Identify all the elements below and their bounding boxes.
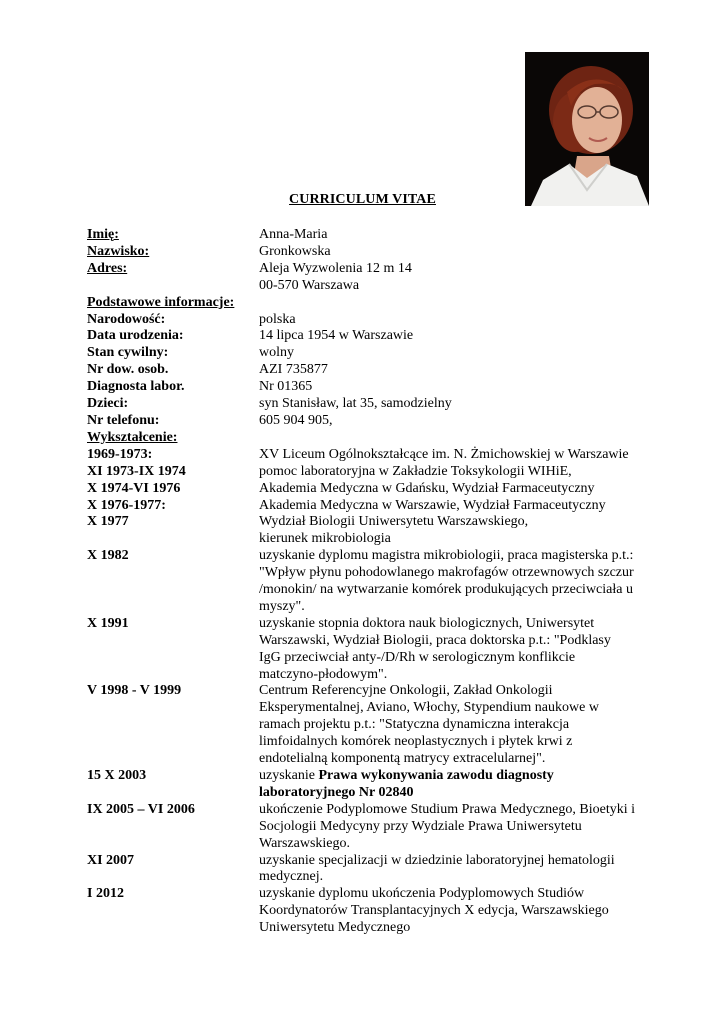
- education-date: XI 2007: [87, 852, 135, 868]
- education-date: 15 X 2003: [87, 768, 147, 783]
- education-row: [87, 819, 667, 836]
- education-text: Wydział Biologii Uniwersytetu Warszawskiego,: [259, 514, 529, 530]
- info-value: polska: [259, 311, 296, 327]
- education-text: Koordynatorów Transplantacyjnych X edycja, Warszawskiego: [259, 903, 609, 919]
- education-row: [87, 683, 667, 700]
- basic-info-row: [87, 379, 667, 396]
- education-text-bold: laboratoryjnego Nr 02840: [259, 784, 414, 800]
- document-title: CURRICULUM VITAE: [289, 192, 436, 207]
- education-date: 1969-1973:: [87, 446, 153, 462]
- education-row: [87, 886, 667, 903]
- info-label: Nr telefonu:: [87, 412, 160, 428]
- info-label: Narodowość:: [87, 311, 166, 327]
- education-date: X 1982: [87, 548, 129, 564]
- education-row: [87, 734, 667, 751]
- address-label: Adres:: [87, 260, 128, 276]
- education-row: [87, 481, 667, 498]
- education-text-bold: Prawa wykonywania zawodu diagnosty: [318, 768, 554, 783]
- portrait-photo: [525, 52, 649, 206]
- education-row: [87, 785, 667, 802]
- basic-info-heading: Podstawowe informacje:: [87, 294, 235, 310]
- surname-value: Gronkowska: [259, 243, 331, 259]
- info-label: Nr dow. osob.: [87, 362, 169, 378]
- education-text: ramach projektu p.t.: "Statyczna dynamiczna interakcja: [259, 717, 570, 733]
- education-text: IgG przeciwciał anty-/D/Rh w serologicznym konflikcie: [259, 649, 576, 665]
- education-text: Eksperymentalnej, Aviano, Włochy, Stypendium naukowe w: [259, 700, 599, 716]
- education-text: [259, 768, 667, 785]
- education-text-prefix: uzyskanie: [259, 768, 319, 783]
- education-row: [87, 853, 667, 870]
- education-row: [87, 751, 667, 768]
- basic-info-row: [87, 345, 667, 362]
- basic-info-row: [87, 396, 667, 413]
- education-text: /monokin/ na wytwarzanie komórek produkujących przeciwciała u: [259, 582, 633, 598]
- education-text: pomoc laboratoryjna w Zakładzie Toksykologii WIHiE,: [259, 463, 572, 479]
- info-label: Diagnosta labor.: [87, 379, 185, 395]
- education-row: [87, 548, 667, 565]
- info-label: Stan cywilny:: [87, 345, 169, 361]
- education-row: [87, 920, 667, 937]
- education-row: [87, 599, 667, 616]
- education-date: X 1991: [87, 615, 129, 631]
- info-value: 605 904 905,: [259, 412, 333, 428]
- education-row: [87, 498, 667, 515]
- education-date: X 1977: [87, 514, 129, 530]
- education-text: XV Liceum Ogólnokształcące im. N. Żmichowskiej w Warszawie: [259, 446, 629, 462]
- education-text: Centrum Referencyjne Onkologii, Zakład Onkologii: [259, 683, 553, 699]
- info-label: Dzieci:: [87, 396, 129, 412]
- education-row: [87, 616, 667, 633]
- education-row: [87, 667, 667, 684]
- education-text: uzyskanie stopnia doktora nauk biologicznych, Uniwersytet: [259, 615, 595, 631]
- info-value: wolny: [259, 345, 294, 361]
- education-date: X 1976-1977:: [87, 497, 166, 513]
- education-row: [87, 836, 667, 853]
- education-heading: Wykształcenie:: [87, 429, 178, 445]
- education-row: [87, 717, 667, 734]
- education-row: [87, 565, 667, 582]
- education-row: [87, 582, 667, 599]
- education-row: [87, 650, 667, 667]
- cv-content: [87, 227, 667, 937]
- education-row: [87, 700, 667, 717]
- education-row: [87, 869, 667, 886]
- address-row: [87, 261, 667, 278]
- education-text: endotelialną komponentą matrycy extracelularnej".: [259, 751, 546, 767]
- basic-info-row: [87, 413, 667, 430]
- education-row: [87, 633, 667, 650]
- education-date: XI 1973-IX 1974: [87, 463, 186, 479]
- basic-info-row: [87, 328, 667, 345]
- first-name-value: Anna-Maria: [259, 227, 328, 242]
- education-text: limfoidalnych komórek neoplastycznych i płytek krwi z: [259, 734, 573, 750]
- education-row: [87, 903, 667, 920]
- education-text: Akademia Medyczna w Gdańsku, Wydział Farmaceutyczny: [259, 480, 595, 496]
- education-text: Akademia Medyczna w Warszawie, Wydział Farmaceutyczny: [259, 497, 606, 513]
- education-list: [87, 447, 667, 937]
- info-label: Data urodzenia:: [87, 328, 184, 344]
- address-row-2: [87, 278, 667, 295]
- education-text: kierunek mikrobiologia: [259, 531, 391, 547]
- basic-info-row: [87, 312, 667, 329]
- education-text: matczyno-płodowym".: [259, 666, 388, 682]
- education-row: [87, 531, 667, 548]
- education-date: V 1998 - V 1999: [87, 683, 182, 699]
- basic-info-row: [87, 362, 667, 379]
- education-row: [87, 802, 667, 819]
- first-name-label: Imię:: [87, 227, 119, 242]
- education-text: uzyskanie dyplomu ukończenia Podyplomowych Studiów: [259, 886, 585, 902]
- basic-info-list: [87, 312, 667, 430]
- info-value: 14 lipca 1954 w Warszawie: [259, 328, 414, 344]
- education-date: X 1974-VI 1976: [87, 480, 181, 496]
- education-date: IX 2005 – VI 2006: [87, 801, 195, 817]
- info-value: AZI 735877: [259, 362, 328, 378]
- info-value: Nr 01365: [259, 379, 313, 395]
- surname-label: Nazwisko:: [87, 243, 150, 259]
- surname-row: [87, 244, 667, 261]
- education-text: "Wpływ płynu pohodowlanego makrofagów otrzewnowych szczur: [259, 565, 634, 581]
- education-text: ukończenie Podyplomowe Studium Prawa Medycznego, Bioetyki i: [259, 801, 635, 817]
- education-text: Socjologii Medycyny przy Wydziale Prawa Uniwersytetu: [259, 818, 582, 834]
- education-text: Warszawskiego.: [259, 835, 351, 851]
- education-text: medycznej.: [259, 869, 324, 885]
- education-text: Uniwersytetu Medycznego: [259, 920, 411, 936]
- address-line-2: 00-570 Warszawa: [259, 277, 360, 293]
- address-line-1: Aleja Wyzwolenia 12 m 14: [259, 260, 412, 276]
- info-value: syn Stanisław, lat 35, samodzielny: [259, 396, 452, 412]
- first-name-row: [87, 227, 667, 244]
- education-row: [87, 447, 667, 464]
- education-row: [87, 514, 667, 531]
- education-text: myszy".: [259, 598, 305, 614]
- education-date: I 2012: [87, 886, 124, 902]
- education-row: [87, 464, 667, 481]
- education-text: uzyskanie specjalizacji w dziedzinie laboratoryjnej hematologii: [259, 852, 615, 868]
- education-text: uzyskanie dyplomu magistra mikrobiologii, praca magisterska p.t.:: [259, 548, 634, 564]
- education-row: [87, 768, 667, 785]
- education-text: Warszawski, Wydział Biologii, praca doktorska p.t.: "Podklasy: [259, 632, 611, 648]
